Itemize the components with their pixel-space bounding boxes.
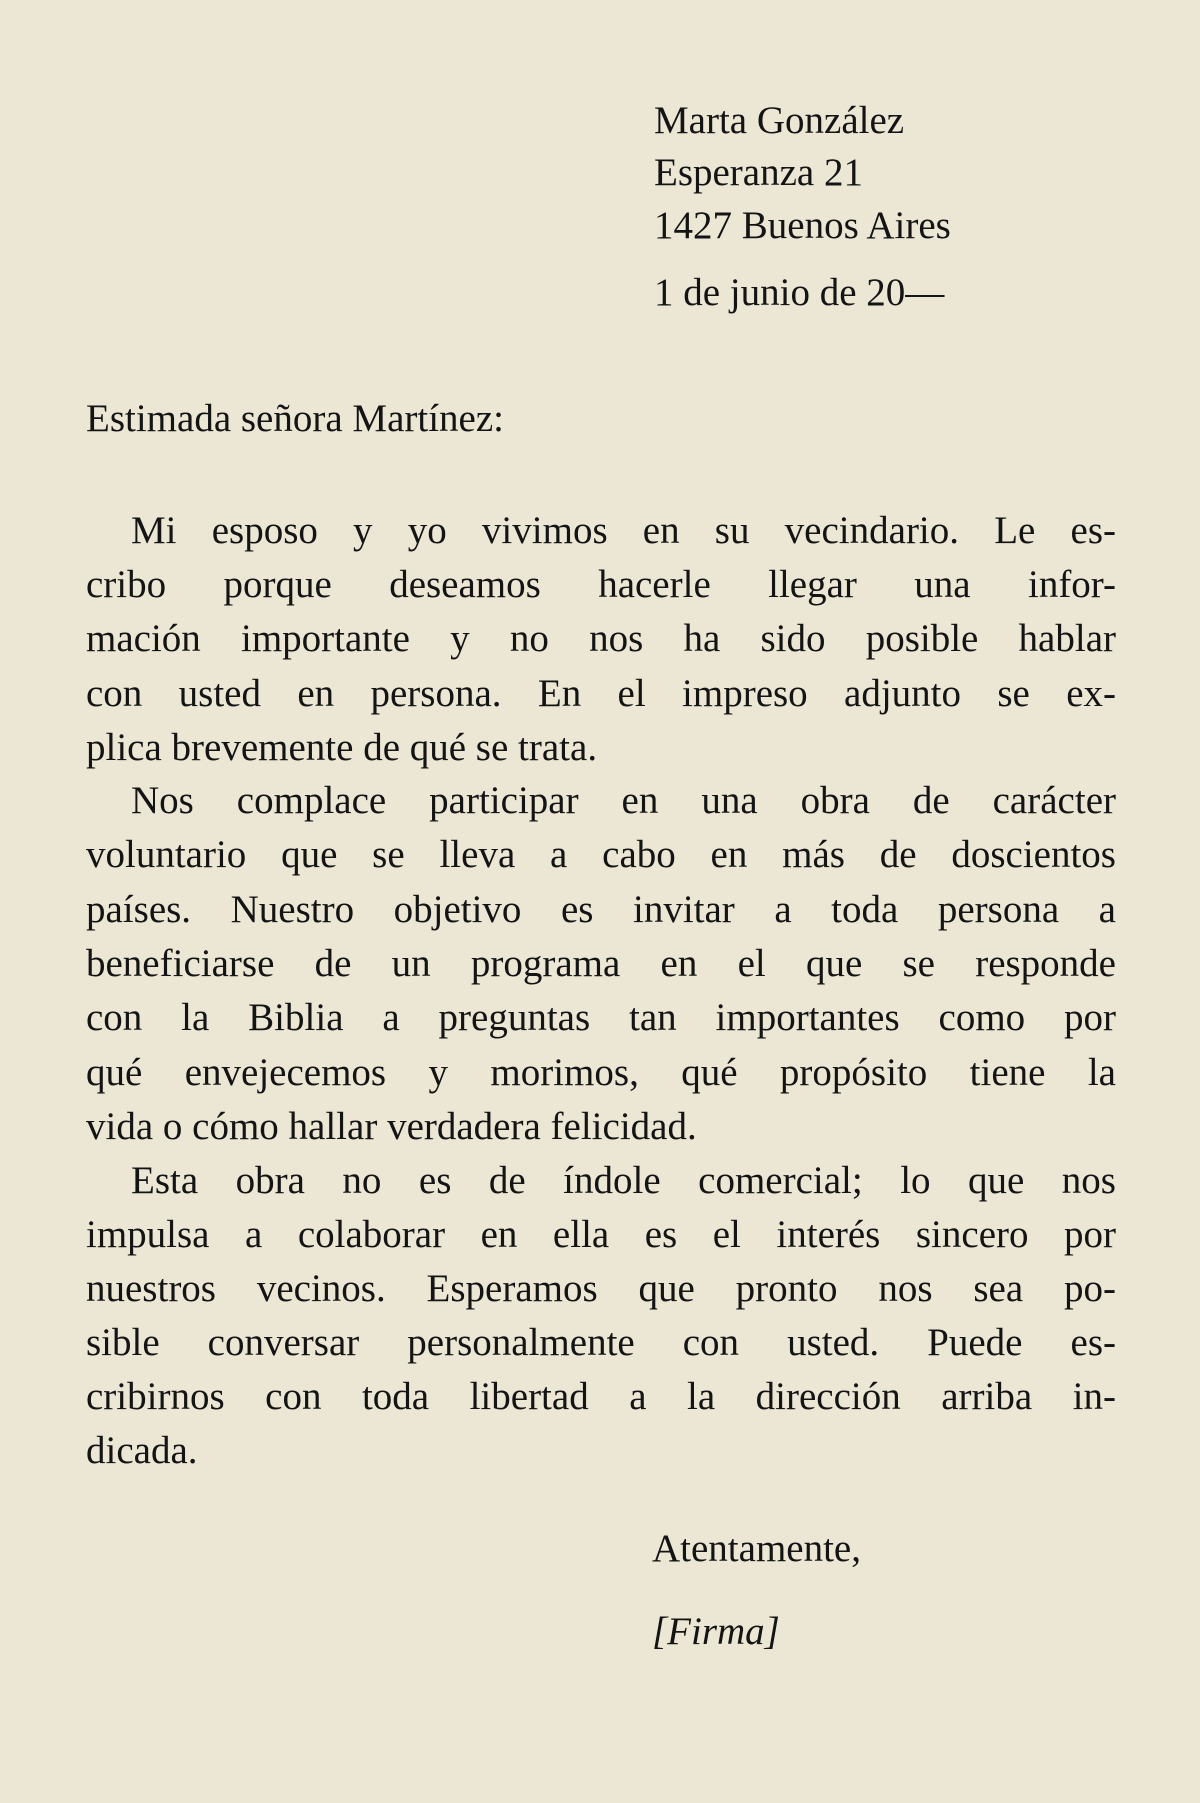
paragraph-line: qué envejecemos y morimos, qué propósito tiene la	[86, 1051, 1116, 1094]
paragraph-line: cribo porque deseamos hacerle llegar una infor-	[86, 563, 1116, 606]
paragraph-line: con la Biblia a preguntas tan importantes como por	[86, 996, 1116, 1039]
signature-placeholder: [Firma]	[652, 1610, 780, 1653]
paragraph-line: Nos complace participar en una obra de carácter	[131, 779, 1116, 822]
paragraph-line: dicada.	[86, 1429, 198, 1472]
paragraph-line: voluntario que se lleva a cabo en más de doscientos	[86, 833, 1116, 876]
paragraph-line: sible conversar personalmente con usted. Puede es-	[86, 1321, 1116, 1364]
paragraph-line: cribirnos con toda libertad a la dirección arriba in-	[86, 1375, 1116, 1418]
sender-city: 1427 Buenos Aires	[654, 204, 951, 247]
paragraph-line: beneficiarse de un programa en el que se responde	[86, 942, 1116, 985]
sender-name: Marta González	[654, 99, 905, 142]
paragraph-line: impulsa a colaborar en ella es el interés sincero por	[86, 1213, 1116, 1256]
salutation: Estimada señora Martínez:	[86, 397, 505, 440]
paragraph-line: vida o cómo hallar verdadera felicidad.	[86, 1105, 697, 1148]
paragraph-line: Mi esposo y yo vivimos en su vecindario. Le es-	[131, 509, 1116, 552]
closing: Atentamente,	[652, 1527, 861, 1570]
paragraph-line: Esta obra no es de índole comercial; lo que nos	[131, 1159, 1116, 1202]
paragraph-line: nuestros vecinos. Esperamos que pronto nos sea po-	[86, 1267, 1116, 1310]
paragraph-line: mación importante y no nos ha sido posible hablar	[86, 617, 1116, 660]
letter-date: 1 de junio de 20—	[654, 271, 945, 314]
paragraph-line: países. Nuestro objetivo es invitar a toda persona a	[86, 888, 1116, 931]
sender-street: Esperanza 21	[654, 151, 863, 194]
paragraph-line: plica brevemente de qué se trata.	[86, 726, 598, 769]
paragraph-line: con usted en persona. En el impreso adjunto se ex-	[86, 672, 1116, 715]
